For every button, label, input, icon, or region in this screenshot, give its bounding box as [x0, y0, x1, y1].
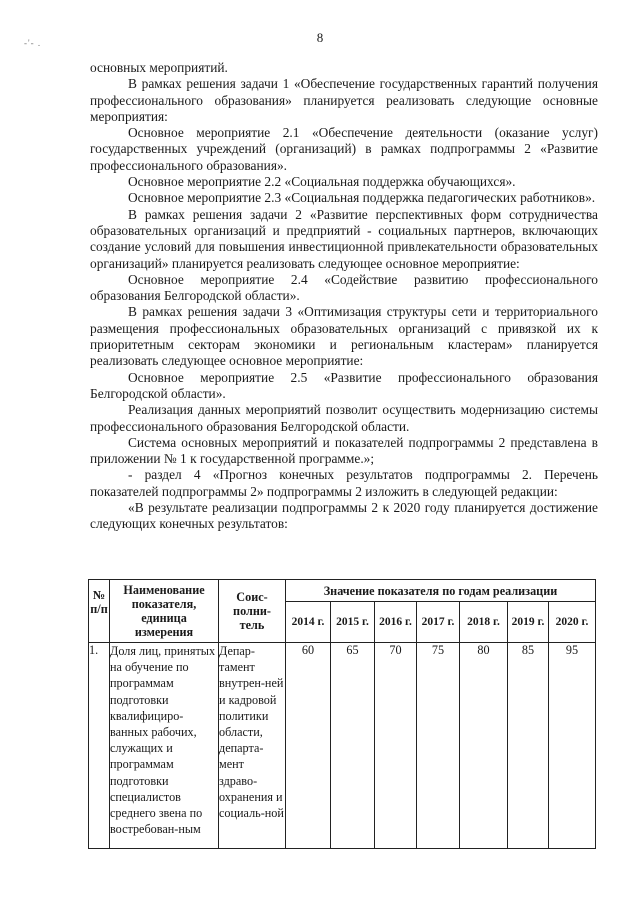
row-number: 1.: [89, 643, 110, 849]
paragraph-measure-2-2: Основное мероприятие 2.2 «Социальная поддержка обучающихся».: [128, 174, 516, 190]
header-year-2016: 2016 г.: [375, 602, 417, 643]
paragraph-implementation: Реализация данных мероприятий позволит осуществить модернизацию системы профессионального образования Белгородской области.: [90, 402, 598, 434]
paragraph-measure-2-1: Основное мероприятие 2.1 «Обеспечение деятельности (оказание услуг) государственных учреждений (организаций) в рамках подпрограммы 2 «Развитие профессионального образования».: [90, 125, 598, 173]
value-2018: 80: [460, 643, 508, 849]
header-year-2014: 2014 г.: [286, 602, 331, 643]
page-number: 8: [316, 30, 324, 45]
results-table: [88, 579, 596, 849]
value-2016: 70: [375, 643, 417, 849]
value-2017: 75: [417, 643, 460, 849]
paragraph-measure-2-4: Основное мероприятие 2.4 «Содействие развитию профессионального образования Белгородской области».: [90, 271, 598, 304]
paragraph-continuation: основных мероприятий.: [90, 60, 228, 75]
value-2015: 65: [331, 643, 375, 849]
header-year-2020: 2020 г.: [549, 602, 596, 643]
paragraph-task-3: В рамках решения задачи 3 «Оптимизация структуры сети и территориального размещения профессиональных образовательных организаций с привязкой их к приоритетным секторам экономики и региональным кластерам» планируется реализовать следующее основное мероприятие:: [90, 304, 598, 369]
header-year-2017: 2017 г.: [417, 602, 460, 643]
paragraph-measure-2-5: Основное мероприятие 2.5 «Развитие профессионального образования Белгородской области».: [90, 369, 598, 401]
paragraph-task-2: В рамках решения задачи 2 «Развитие перспективных форм сотрудничества образовательных организаций и предприятий - социальных партнеров, включающих создание условий для повышения инвестиционной привлекательности образовательных организаций» планируется реализовать следующее основное мероприятие:: [90, 206, 598, 271]
paragraph-measure-2-3: Основное мероприятие 2.3 «Социальная поддержка педагогических работников».: [128, 190, 596, 206]
value-2020: 95: [549, 643, 596, 849]
corner-scan-mark: -'- .: [24, 38, 42, 48]
paragraph-results-intro: «В результате реализации подпрограммы 2 к 2020 году планируется достижение следующих конечных результатов:: [90, 500, 598, 532]
indicator-name: Доля лиц, принятых на обучение по программам подготовки квалифициро-ванных рабочих, служащих и программам подготовки специалистов среднего звена по востребован-ным: [110, 643, 219, 849]
header-executor: Соис-полни-тель: [219, 580, 286, 643]
document-body: [90, 60, 598, 533]
paragraph-task-1: В рамках решения задачи 1 «Обеспечение государственных гарантий получения профессионального образования» планируется реализовать следующие основные мероприятия:: [90, 76, 598, 124]
header-num: № п/п: [89, 580, 110, 643]
header-year-2015: 2015 г.: [331, 602, 375, 643]
executor-name: Депар-тамент внутрен-ней и кадровой политики области, департа-мент здраво-охранения и социаль-ной: [219, 643, 286, 849]
value-2019: 85: [508, 643, 549, 849]
header-values-group: Значение показателя по годам реализации: [286, 580, 596, 602]
header-year-2019: 2019 г.: [508, 602, 549, 643]
header-name: Наименование показателя, единица измерения: [110, 580, 219, 643]
header-year-2018: 2018 г.: [460, 602, 508, 643]
paragraph-system: Система основных мероприятий и показателей подпрограммы 2 представлена в приложении № 1 к государственной программе.»;: [90, 434, 598, 467]
paragraph-section-4: - раздел 4 «Прогноз конечных результатов подпрограммы 2. Перечень показателей подпрограммы 2» подпрограммы 2 изложить в следующей редакции:: [90, 467, 598, 499]
value-2014: 60: [286, 643, 331, 849]
table-row: [89, 643, 596, 849]
